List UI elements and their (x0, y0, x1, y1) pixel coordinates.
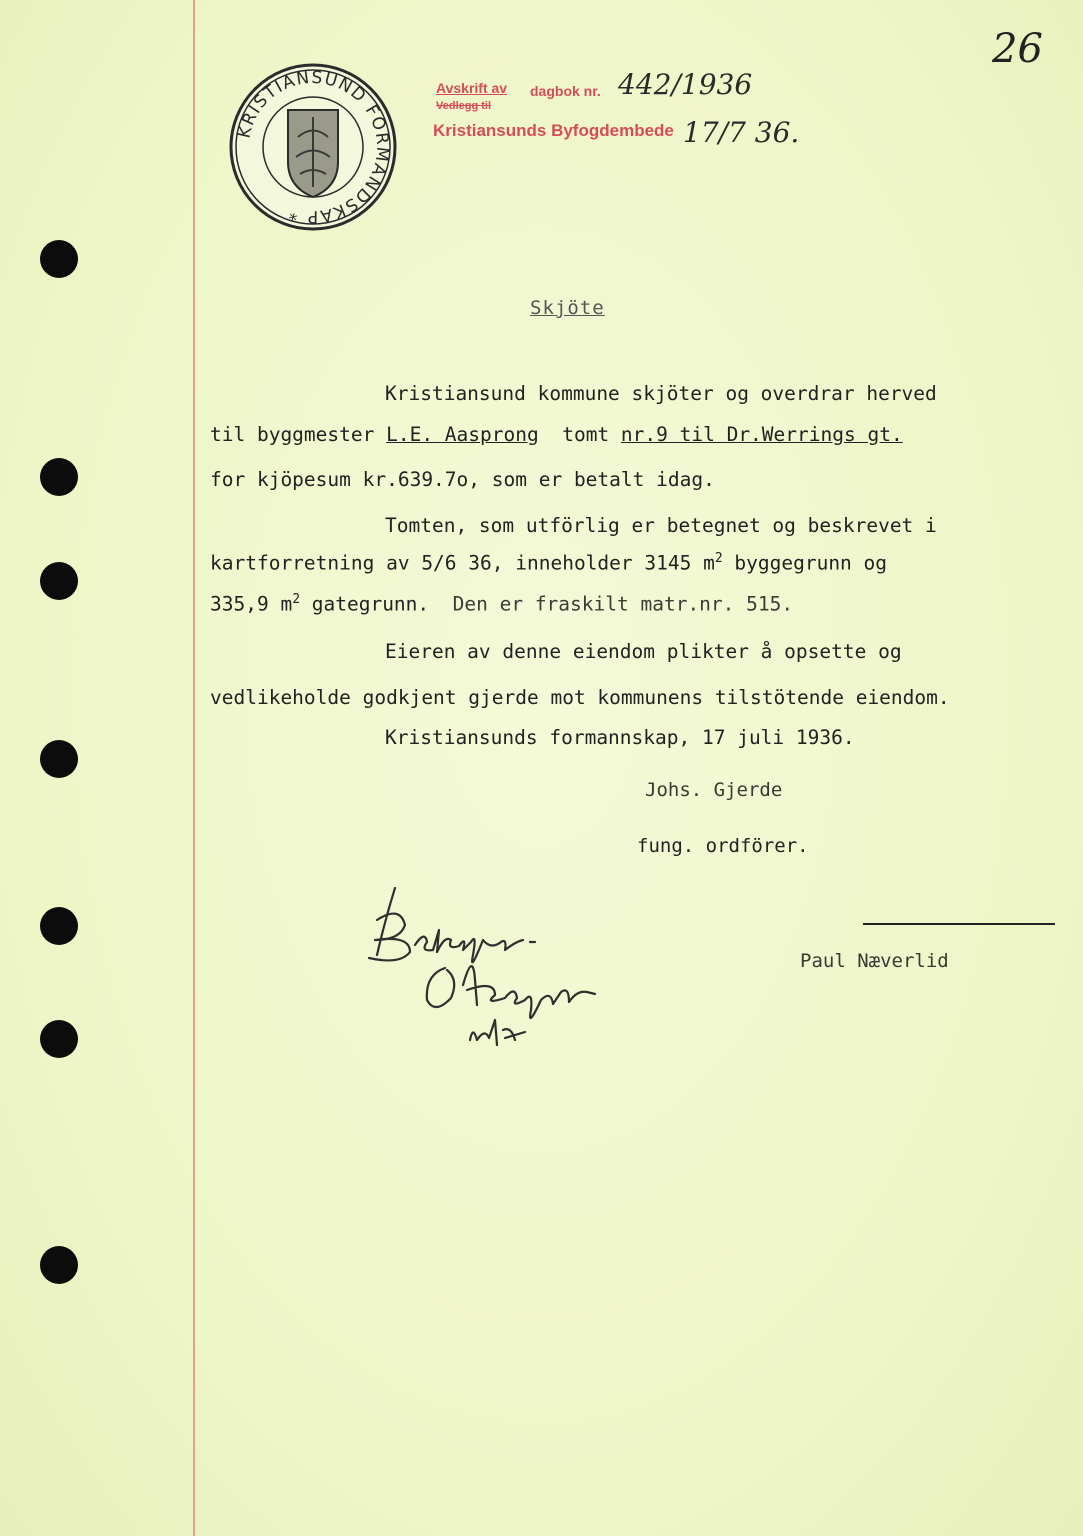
punch-hole (40, 1246, 78, 1284)
stamp-vedlegg: Vedlegg til (436, 100, 492, 112)
punch-hole (40, 240, 78, 278)
superscript: 2 (714, 551, 723, 566)
text-span: til byggmester (210, 423, 387, 446)
signer-name: Johs. Gjerde (645, 779, 783, 801)
text-span: tomt (538, 423, 621, 446)
body-line: vedlikeholde godkjent gjerde mot kommunens tilstötende eiendom. (210, 686, 950, 709)
document-title: Skjöte (530, 297, 605, 319)
municipal-seal (228, 62, 398, 232)
page-number: 26 (992, 26, 1043, 72)
signer-title: fung. ordförer. (637, 835, 809, 857)
punch-hole (40, 740, 78, 778)
text-span: Den er fraskilt matr.nr. 515. (452, 592, 794, 616)
body-line: Tomten, som utförlig er betegnet og beskrevet i (385, 514, 937, 537)
body-line (210, 551, 887, 575)
svg-text:KRISTIANSUND FORMANDSKAP *: KRISTIANSUND FORMANDSKAP * (234, 67, 393, 227)
punch-hole (40, 458, 78, 496)
text-span: kartforretning av 5/6 36, inneholder 3145 m (210, 551, 715, 575)
body-line: for kjöpesum kr.639.7o, som er betalt idag. (210, 468, 715, 491)
text-span: 335,9 m (210, 592, 293, 616)
handwritten-stamp-date: 17/7 36. (683, 116, 800, 149)
buyer-name: L.E. Aasprong (386, 423, 539, 446)
date-line: Kristiansunds formannskap, 17 juli 1936. (385, 726, 855, 749)
second-signer-name: Paul Næverlid (800, 950, 949, 972)
stamp-dagbok: dagbok nr. (530, 83, 601, 99)
body-line (210, 423, 903, 446)
body-line: Eieren av denne eiendom plikter å opsette og (385, 640, 902, 663)
handwritten-certification-signature (355, 880, 625, 1070)
stamp-office: Kristiansunds Byfogdembede (433, 121, 674, 140)
margin-line (193, 0, 195, 1536)
body-line (210, 592, 793, 616)
stamp-avskrift: Avskrift av (436, 80, 508, 96)
signature-line (863, 923, 1055, 925)
punch-hole (40, 1020, 78, 1058)
superscript: 2 (292, 592, 301, 607)
text-span: gategrunn. (300, 592, 453, 616)
handwritten-dagbok-number: 442/1936 (618, 68, 753, 101)
punch-hole (40, 907, 78, 945)
lot-reference: nr.9 til Dr.Werrings gt. (620, 423, 903, 446)
punch-hole (40, 562, 78, 600)
body-line: Kristiansund kommune skjöter og overdrar herved (385, 382, 937, 405)
text-span: byggegrunn og (722, 551, 888, 575)
